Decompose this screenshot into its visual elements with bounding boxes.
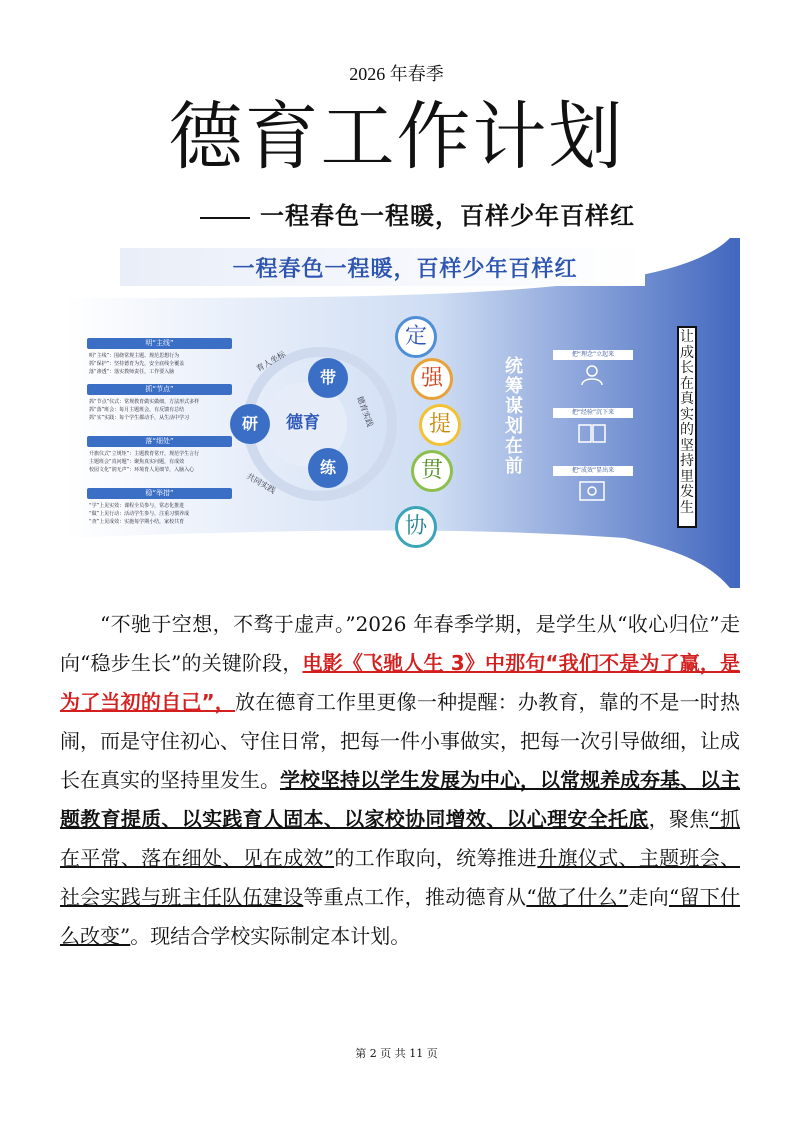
panel-line: 明“主线”：围绕常规主题、规范思想行为 bbox=[89, 353, 180, 359]
person-icon bbox=[577, 364, 607, 386]
paragraph-text bbox=[60, 605, 740, 956]
slogan bbox=[200, 196, 635, 231]
text-span: “不驰于空想，不骛于虚声。”2026 年春季学期，是学生从“收心归位”走向“稳步生长”的关键阶段， bbox=[60, 612, 740, 675]
panel-line: 抓“节点”仪式：常规教育做实做细，方法形式多样 bbox=[89, 399, 200, 405]
panel-heading: 落“细处” bbox=[87, 436, 232, 447]
core-label: 德育 bbox=[286, 413, 320, 433]
panel-line: “学”上见实效：课程全员参与，常态化推进 bbox=[89, 503, 185, 509]
text-span: 放在德育工作里更像一种提醒：办教育，靠的不是一时热闹，而是守住初心、守住日常，把每一件小事做实，把每一次引导做细，让成长在真实的坚持里发生。 bbox=[60, 690, 740, 792]
circle-ti: 提 bbox=[419, 404, 461, 446]
infographic bbox=[65, 238, 745, 588]
card-label: 把“成效”显出来 bbox=[553, 466, 633, 476]
ring-node: 研 bbox=[230, 404, 270, 444]
card-label: 把“经验”沉下来 bbox=[553, 408, 633, 418]
underlined-phrase: “做了什么” bbox=[526, 885, 629, 909]
middle-vertical-text: 统筹谋划在前 bbox=[502, 356, 523, 476]
slogan-text: 一程春色一程暖，百样少年百样红 bbox=[260, 201, 635, 230]
panel-heading: 稳“举措” bbox=[87, 488, 232, 499]
card-experience bbox=[553, 408, 633, 446]
text-span: 等重点工作，推动德育从 bbox=[303, 885, 527, 909]
card-idea bbox=[553, 350, 633, 388]
body-paragraph bbox=[60, 605, 740, 956]
text-span: 走向 bbox=[628, 885, 669, 909]
text-span: 的工作取向，统筹推进 bbox=[334, 846, 538, 870]
movie-quote-highlight: 电影《飞驰人生 3》中那句“我们不是为了赢，是为了当初的自己”， bbox=[60, 651, 740, 714]
panel-lines bbox=[89, 398, 239, 422]
ring-node: 练 bbox=[308, 448, 348, 488]
ring-label: 育人坐标 bbox=[254, 349, 288, 374]
ring-label: 德育实践 bbox=[355, 394, 375, 429]
circle-ding: 定 bbox=[395, 316, 437, 358]
panel-line: 校园文化“润无声”：环境育人见细节，入脑入心 bbox=[89, 467, 195, 473]
panel-line: 升旗仪式“立规矩”：主题教育常开，规范学生言行 bbox=[89, 451, 200, 457]
text-span: 。现结合学校实际制定本计划。 bbox=[130, 924, 411, 948]
circle-xie: 协 bbox=[395, 506, 437, 548]
page-footer: 第 2 页 共 11 页 bbox=[355, 1047, 438, 1060]
panel-lines bbox=[89, 502, 239, 526]
right-vertical-box: 让成长在真实的坚持里发生 bbox=[677, 326, 697, 528]
card-results bbox=[553, 466, 633, 504]
dash-line bbox=[200, 217, 250, 219]
card-label: 把“理念”立起来 bbox=[553, 350, 633, 360]
page-title: 德育工作计划 bbox=[168, 94, 625, 180]
panel-line: 抓“保护”：坚持德育为先，安全底线全覆盖 bbox=[89, 361, 185, 367]
book-icon bbox=[577, 422, 607, 444]
panel-heading: 明“主线” bbox=[87, 338, 232, 349]
circle-qiang: 强 bbox=[411, 358, 453, 400]
underlined-phrase: “留下什么改变” bbox=[60, 885, 741, 948]
ring-node: 带 bbox=[308, 358, 348, 398]
panel-line: “查”上见成效：实施每学期小结，家校共育 bbox=[89, 519, 185, 525]
underlined-phrase: 升旗仪式、主题班会、社会实践与班主任队伍建设 bbox=[60, 846, 741, 909]
key-strategy-highlight: 学校坚持以学生发展为中心，以常规养成夯基、以主题教育提质、以实践育人固本、以家校协同增效、以心理安全托底 bbox=[60, 768, 740, 831]
panel-heading: 抓“节点” bbox=[87, 384, 232, 395]
circle-guan: 贯 bbox=[411, 450, 453, 492]
panel-line: 落“渗透”：落实教师责任，工作要入脑 bbox=[89, 369, 175, 375]
certificate-icon bbox=[577, 480, 607, 502]
panel-line: 抓“落”班会：每月主题班会，有反馈有总结 bbox=[89, 407, 185, 413]
infographic-banner: 一程春色一程暖，百样少年百样红 bbox=[232, 256, 578, 281]
panel-line: “做”上见行动：活动学生参与，注重习惯养成 bbox=[89, 511, 190, 517]
panel-line: 抓“实”实践：每个学生都动手，从生活中学习 bbox=[89, 415, 190, 421]
panel-line: 主题班会“真问题”：聚焦真实问题，有成效 bbox=[89, 459, 185, 465]
panel-lines bbox=[89, 450, 239, 474]
year-subtitle: 2026 年春季 bbox=[349, 64, 444, 84]
ring-label: 共同实践 bbox=[244, 471, 278, 496]
text-span: ，聚焦 bbox=[648, 807, 710, 831]
panel-lines bbox=[89, 352, 239, 376]
underlined-phrase: “抓在平常、落在细处、见在成效” bbox=[60, 807, 741, 870]
